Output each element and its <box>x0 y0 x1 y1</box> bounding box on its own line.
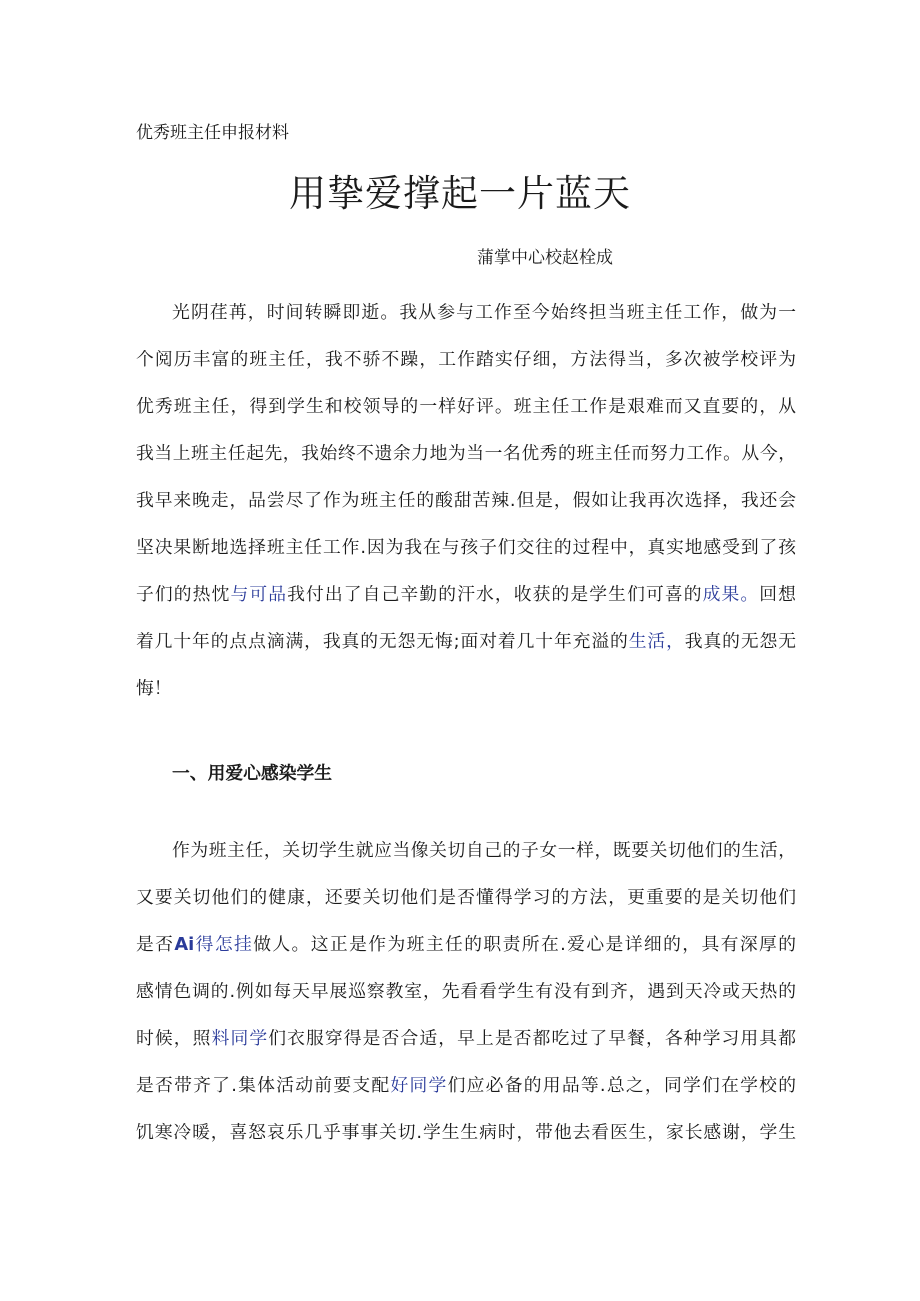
paragraph-line: 个阅历丰富的班主任，我不骄不躁，工作踏实仔细，方法得当，多次被学校评为 <box>136 349 796 370</box>
paragraph-section1 <box>136 827 796 1156</box>
paragraph-line: 饥寒冷暖，喜怒哀乐几乎事事关切.学生生病时，带他去看医生，家长感谢，学生 <box>136 1122 796 1143</box>
paragraph-line <box>136 618 796 665</box>
paragraph-line <box>136 571 796 618</box>
paragraph-line: 感情色调的.例如每天早展巡察教室，先看看学生有没有到齐，遇到天冷或天热的 <box>136 981 796 1002</box>
text-run: 们衣服穿得是否合适，早上是否都吃过了早餐，各种学习用具都 <box>268 1028 796 1049</box>
highlighted-text: 生活， <box>628 631 685 652</box>
text-run: 我真的无怨无 <box>684 631 796 652</box>
text-run: 们应必备的用品等.总之，同学们在学校的 <box>447 1075 796 1096</box>
highlighted-text: 与可品 <box>230 584 288 605</box>
paragraph-line <box>136 1062 796 1109</box>
text-run: 是否 <box>136 934 175 955</box>
paragraph-line: 悔！ <box>136 678 172 699</box>
paragraph-line: 光阴荏苒，时间转瞬即逝。我从参与工作至今始终担当班主任工作，做为一 <box>172 302 796 323</box>
text-run: 子们的热忱 <box>136 584 231 605</box>
paragraph-line: 我早来晚走，品尝尽了作为班主任的酸甜苦辣.但是，假如让我再次选择，我还会 <box>136 490 796 511</box>
paragraph-intro <box>136 289 796 712</box>
highlighted-text: Ai <box>174 934 195 955</box>
document-label: 优秀班主任申报材料 <box>136 123 289 143</box>
paragraph-line: 坚决果断地选择班主任工作.因为我在与孩子们交往的过程中，真实地感受到了孩 <box>136 537 796 558</box>
document-author: 蒲掌中心校赵栓成 <box>477 248 613 268</box>
paragraph-line <box>136 921 796 968</box>
document-title: 用挚爱撑起一片蓝天 <box>289 172 631 215</box>
highlighted-text: 成果。 <box>702 584 760 605</box>
paragraph-line: 作为班主任，关切学生就应当像关切自己的子女一样，既要关切他们的生活， <box>172 840 796 861</box>
paragraph-line: 我当上班主任起先，我始终不遗余力地为当一名优秀的班主任而努力工作。从今， <box>136 443 796 464</box>
text-run: 是否带齐了.集体活动前要支配 <box>136 1075 391 1096</box>
text-run: 着几十年的点点滴满，我真的无怨无悔;面对着几十年充溢的 <box>136 631 629 652</box>
paragraph-line <box>136 1015 796 1062</box>
text-run: 做人。这正是作为班主任的职责所在.爱心是详细的，具有深厚的 <box>253 934 796 955</box>
paragraph-line: 又要关切他们的健康，还要关切他们是否懂得学习的方法，更重要的是关切他们 <box>136 887 796 908</box>
highlighted-text: 料同学 <box>211 1028 269 1049</box>
section-heading: 一、用爱心感染学生 <box>172 763 333 784</box>
text-run: 我付出了自己辛勤的汗水，收获的是学生们可喜的 <box>287 584 703 605</box>
highlighted-text: 好同学 <box>390 1075 448 1096</box>
text-run: 回想 <box>759 584 796 605</box>
text-run: 时候，照 <box>136 1028 212 1049</box>
highlighted-text: 得怎挂 <box>194 934 254 955</box>
paragraph-line: 优秀班主任，得到学生和校领导的一样好评。班主任工作是艰难而又直要的，从 <box>136 396 796 417</box>
